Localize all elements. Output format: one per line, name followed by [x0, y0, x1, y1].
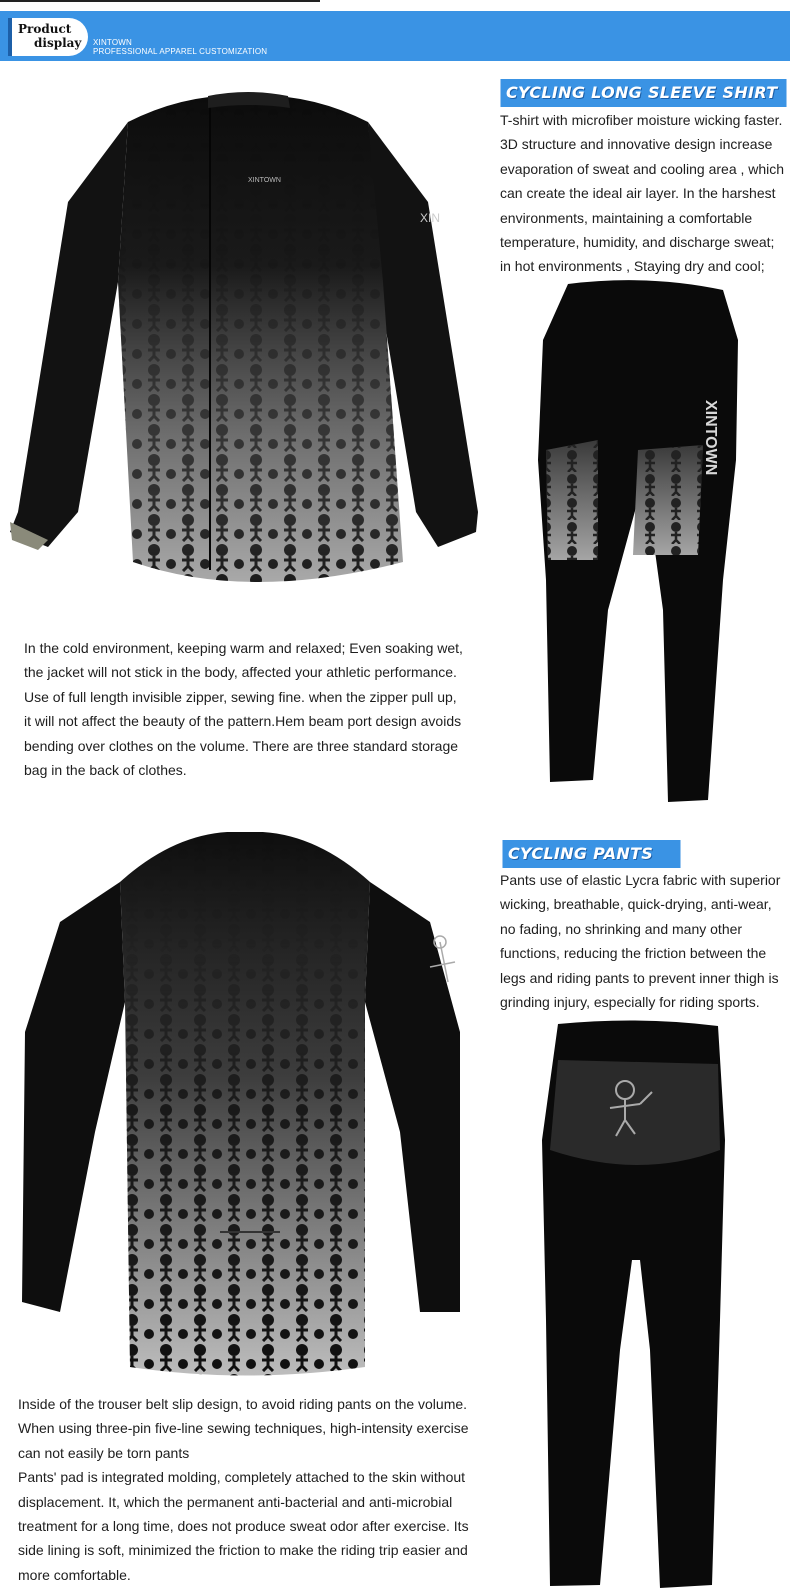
sleeve-logo-text: XIN: [420, 211, 441, 225]
text-line: can create the ideal air layer. In the harshest: [500, 185, 776, 202]
text-line: wicking, breathable, quick-drying, anti-wear,: [500, 896, 772, 913]
text-line: Inside of the trouser belt slip design, to avoid riding pants on the volume.: [18, 1396, 468, 1412]
brand-block: [93, 38, 267, 56]
text-line: Pants' pad is integrated molding, completely attached to the skin without: [18, 1469, 466, 1486]
pants-front-image: [538, 280, 753, 815]
shirt-description: [500, 108, 784, 279]
text-line: evaporation of sweat and cooling area , which: [500, 160, 785, 177]
label-line-2: display: [34, 36, 82, 50]
top-divider: [0, 0, 320, 2]
text-line: bag in the back of clothes.: [24, 762, 187, 779]
text-line: side lining is soft, minimized the friction to make the riding trip easier and: [18, 1542, 468, 1559]
text-line: grinding injury, especially for riding sports.: [500, 994, 760, 1011]
text-line: bending over clothes on the volume. There are three standard storage: [24, 737, 459, 754]
trouser-description: [18, 1392, 469, 1587]
text-line: functions, reducing the friction between the: [500, 945, 767, 962]
text-line: displacement. It, which the permanent anti-bacterial and anti-microbial: [18, 1493, 453, 1510]
pants-back-image: [540, 1020, 735, 1590]
text-line: T-shirt with microfiber moisture wicking faster.: [500, 112, 783, 128]
text-line: Pants use of elastic Lycra fabric with superior: [500, 872, 781, 888]
pants-description: [500, 868, 780, 1014]
text-line: the jacket will not stick in the body, affected your athletic performance.: [24, 664, 457, 681]
shirt-heading: CYCLING LONG SLEEVE SHIRT: [500, 79, 787, 107]
text-line: Use of full length invisible zipper, sewing fine. when the zipper pull up,: [24, 688, 457, 705]
text-line: more comfortable.: [18, 1566, 131, 1583]
text-line: 3D structure and innovative design increase: [500, 136, 773, 153]
brand-tagline: PROFESSIONAL APPAREL CUSTOMIZATION: [93, 47, 268, 56]
jersey-front-image: [8, 92, 488, 612]
text-line: temperature, humidity, and discharge sweat;: [500, 234, 775, 251]
jacket-description: [24, 636, 463, 782]
pants-heading: CYCLING PANTS: [502, 840, 681, 868]
text-line: environments, maintaining a comfortable: [500, 209, 753, 226]
pants-logo-text: XINTOWN: [702, 400, 719, 476]
text-line: legs and riding pants to prevent inner thigh is: [500, 969, 779, 986]
jersey-logo-text: XINTOWN: [248, 177, 281, 184]
product-display-label: [8, 18, 88, 56]
jersey-back-image: [20, 832, 470, 1387]
text-line: In the cold environment, keeping warm and relaxed; Even soaking wet,: [24, 640, 463, 656]
text-line: it will not affect the beauty of the pattern.Hem beam port design avoids: [24, 713, 462, 730]
brand-name: XINTOWN: [93, 38, 133, 47]
text-line: in hot environments , Staying dry and cool;: [500, 258, 765, 275]
product-display-banner: [0, 11, 790, 61]
text-line: When using three-pin five-line sewing techniques, high-intensity exercise: [18, 1420, 469, 1437]
text-line: can not easily be torn pants: [18, 1444, 190, 1461]
text-line: no fading, no shrinking and many other: [500, 920, 743, 937]
text-line: treatment for a long time, does not produce sweat odor after exercise. Its: [18, 1518, 469, 1535]
label-line-1: Product: [18, 22, 72, 36]
